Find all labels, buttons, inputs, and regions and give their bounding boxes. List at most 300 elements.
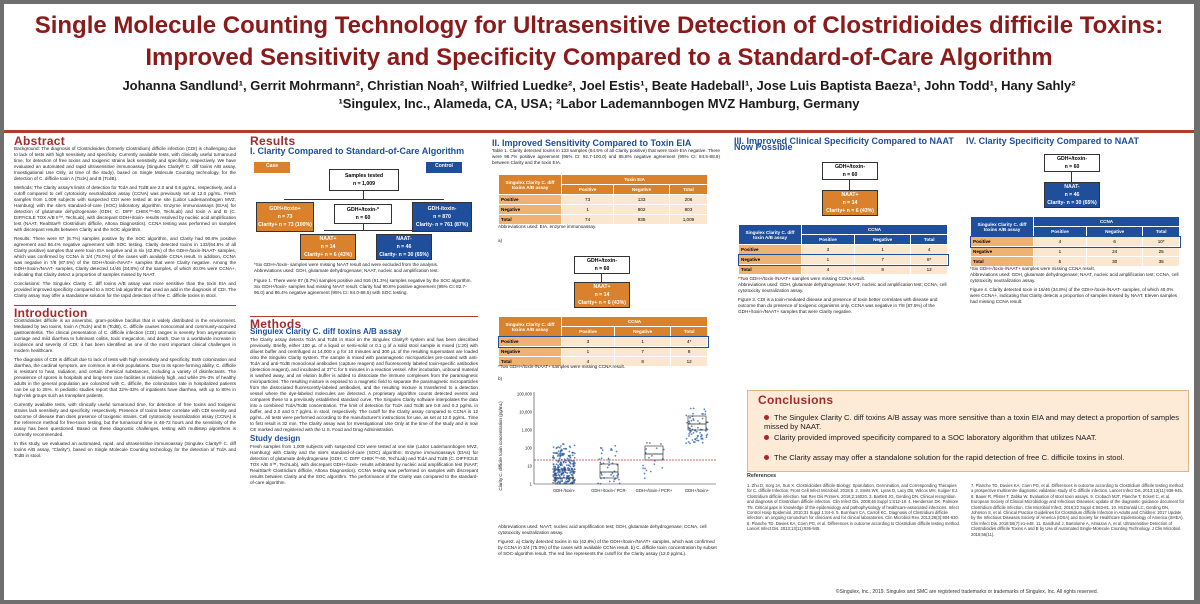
figure1-notes [254, 262, 476, 296]
boxplot-point [607, 467, 609, 469]
conclusion-text: The Clarity assay may offer a standalone solution for the rapid detection of free C. difficile toxins in stool. [774, 453, 1125, 462]
box-label: GDH-/toxin- [427, 206, 457, 212]
boxplot-point [688, 441, 690, 443]
boxplot-point [556, 463, 558, 465]
boxplot-point [701, 435, 703, 437]
table2-col: Negative [614, 327, 670, 337]
box-label: NAAT+ [319, 236, 337, 242]
boxplot-point [692, 413, 694, 415]
table3-col: Positive [802, 235, 855, 245]
boxplot-point [649, 442, 651, 444]
boxplot-point [688, 433, 690, 435]
abstract-background: Background: The diagnosis of Clostridioides (formerly Clostridium) difficile infection (CDI) is challenging due to lack of tests with high sensitivity and specificity. Currently available tests, with clinically useful turnaround time, for detection of free toxins and toxigenic strains lack sensitivity and specificity, respectively. We have evaluated an automated and rapid ultrasensitive immunoassay (Singulex Clarity® C. diff toxins A/B assay, Investigational Use Only, at time of the study), based on Single Molecule Counting technology, for the detection of C. difficile toxin A (TcdA) and B (TcdB). [14, 146, 236, 181]
connector [1071, 172, 1072, 182]
case-tag: Case [254, 162, 290, 173]
cell: 1 [802, 255, 855, 265]
abstract-results: Results: There were 87 (8.7%) samples positive by the SOC algorithm, and Clarity had 90.8% positive agreement and 86.4% negative agreement with SOC testing. Clarity detected toxins in 133/(64.5% of all Clarity positive) samples that were toxin EIA negative and in six (42.8%) of the GDH+/toxin-/NAAT- samples, which was confirmed by CCNA in 3/4 (75.0%) of the cases with available CCNA result. In addition, CCNA was negative in 7/8 (87.5%) of the GDH+/toxin-/NAAT+ samples that were Clarity negative. Among the GDH+/toxin-/NAAT- samples, Clarity detected 14/46 (34.8%) of the samples, of which 40.0% were CCNA+, indicating that Clarity detect a proportion of samples missed by NAAT. [14, 236, 236, 277]
boxplot-point [689, 442, 691, 444]
boxplot-point [574, 479, 576, 481]
cell: 12 [671, 357, 708, 367]
boxplot-point [567, 472, 569, 474]
boxplot-point [692, 418, 694, 420]
intro-paragraph-3: Currently available tests, with clinically useful turnaround time, for detection of free toxins and toxigenic strains lack sensitivity and specificity, respectively. Presence of toxins better correlate with CDI severity and outcome of disease than does presence of toxigenic strains. Cell cytotoxicity neutralization assay (CCNA) is the reference method for free-toxin testing, but the turnaround time is 48-72 hours and the sensitivity of the assay has been questioned. Based on these diagnostic challenges, testing with multistep algorithms is currently recommended. [14, 402, 236, 437]
conclusion-item [764, 413, 1188, 431]
intro-paragraph-2: The diagnosis of CDI is difficult due to lack of tests with high sensitivity and specificity. Both colonization and diarrhea, the cardinal symptom, are common in at-risk populations. Due to its spore-forming ability, C. difficile is resistant to heat, radiation, and certain chemical substances, including a variety of disinfectants. The prevalence of spores in hospitals and long-term care facilities is relatively high, and while 2%-3% of healthy adults in the general population are colonized with C. difficile, the colonization rate in hospitalized patients can be up to 25%. In pediatric studies report that 32%-33% of inpatients have diarrhea, with up to 80% in high-risk groups such as transplant patients. [14, 357, 236, 398]
table1-col: Positive [562, 185, 614, 195]
boxplot-point [689, 430, 691, 432]
cell: 1 [1034, 247, 1087, 257]
cell: 3 [562, 337, 615, 347]
boxplot-xlabel: GDH+/toxin-/ PCR+ [635, 488, 673, 493]
cell: 35 [1143, 257, 1180, 267]
cell: 10* [1143, 237, 1180, 247]
boxplot-point [610, 474, 612, 476]
cell: 802 [614, 205, 670, 215]
box-label: NAAT- [396, 236, 412, 242]
box-count: n = 60 [355, 215, 371, 221]
results-section-1-heading: I. Clarity Compared to Standard-of-Care Algorithm [250, 146, 465, 156]
boxplot-point [554, 468, 556, 470]
boxplot-point [697, 420, 699, 422]
table-row [971, 257, 1180, 267]
abstract-methods: Methods: The Clarity assay's limits of detection for TcdA and TcdB are 2.0 and 0.6 pg/mL, respectively, and a cutoff compared to cell cytotoxicity neutralization assay (CCNA) was previously set at 12.0 pg/mL. Fresh samples from 1,009 subjects with suspected CDI were tested at one site (Labor Lademannbogen MVZ, Hamburg) with the site's standard-of-care (SOC) laboratory algorithm. Enzyme immunoassays (EIAs) for detection of glutamate dehydrogenase (GDH; C. DIFF CHEK™-60, TechLab) and toxin A and B (C. DIFFICILE TOX A/B II™, TechLab), with discrepant GDH+/toxin- results resolved by nucleic acid amplification test (NAAT, RealStar® Clostridium difficile, Altona Diagnostics). CCNA testing was performed on samples with discrepant results between Clarity and the SOC algorithm. [14, 185, 236, 232]
samples-tested-label: Samples tested [344, 173, 384, 179]
cell: 3 [802, 245, 855, 255]
table-row [499, 205, 708, 215]
boxplot-point [618, 479, 620, 481]
header-divider [4, 130, 1194, 133]
boxplot-point [601, 452, 603, 454]
boxplot-point [561, 464, 563, 466]
boxplot-point [557, 481, 559, 483]
boxplot-point [600, 472, 602, 474]
gdh-neg-tox-neg-box [412, 202, 472, 232]
table-row [499, 215, 708, 225]
boxplot-point [691, 420, 693, 422]
boxplot-point [601, 457, 603, 459]
row-label: Total [739, 265, 802, 275]
boxplot-point [574, 468, 576, 470]
table-row [971, 237, 1180, 247]
cell: 24 [1086, 247, 1142, 257]
boxplot-point [608, 464, 610, 466]
boxplot-point [570, 474, 572, 476]
boxplot-ytick: 1,000 [521, 427, 532, 433]
boxplot-point [569, 478, 571, 480]
connector [601, 274, 602, 282]
table-2 [498, 316, 708, 367]
row-label: Positive [739, 245, 802, 255]
table1-group: Toxin EIA [562, 175, 708, 185]
table-row [739, 265, 948, 275]
table3-note: *Two GDH+/toxin-/NAAT+ samples were missing CCNA result. [738, 276, 866, 281]
naat-pos-box [300, 234, 356, 260]
boxplot-point [656, 447, 658, 449]
figure4-caption: Figure 4. Clarity detected toxin in 16/46 (34.8%) of the GDH+/toxin-/NAAT- samples, of which 40.0% were CCNA+, indicating that Clarity detects a proportion of samples missed by NAAT. Eleven samples had missing CCNA result. [970, 287, 1178, 304]
box-label: NAAT- [1064, 184, 1080, 190]
cell: 8* [911, 255, 948, 265]
boxplot-point [567, 458, 569, 460]
table-row [739, 255, 948, 265]
boxplot-point [559, 458, 561, 460]
cell: 7 [614, 347, 670, 357]
row-label: Negative [971, 247, 1034, 257]
conclusion-item [764, 433, 1097, 442]
naat-pos-box-a [574, 282, 630, 308]
row-label: Negative [499, 347, 562, 357]
boxplot-point [563, 474, 565, 476]
boxplot-point [706, 436, 708, 438]
boxplot-point [691, 433, 693, 435]
cell: 6 [1086, 237, 1142, 247]
boxplot-point [564, 468, 566, 470]
control-tag: Control [426, 162, 462, 173]
table3-rowlabel: Singulex Clarity C. diff toxin A/B assay [739, 225, 802, 245]
boxplot-point [616, 451, 618, 453]
boxplot-point [613, 481, 615, 483]
samples-tested-n: n = 1,009 [352, 181, 376, 187]
cell: 206 [669, 195, 707, 205]
bullet-icon [764, 435, 769, 440]
poster-title-line1: Single Molecule Counting Technology for Ultrasensitive Detection of Clostridioides difficile Toxins: [34, 12, 1164, 39]
box-count: n = 60 [842, 172, 858, 178]
boxplot-point [552, 457, 554, 459]
boxplot-point [706, 435, 708, 437]
boxplot-point [555, 452, 557, 454]
boxplot-point [691, 425, 693, 427]
study-design-heading: Study design [250, 434, 301, 443]
boxplot-point [645, 448, 647, 450]
boxplot-point [646, 442, 648, 444]
figure3-notes [738, 276, 950, 315]
figure2-notes [498, 524, 720, 557]
box-count: n = 14 [842, 200, 858, 206]
figure1-abbreviations: Abbreviations used: GDH, glutamate dehydrogenase; NAAT, nucleic acid amplification test. [254, 268, 439, 273]
table2-col: Total [671, 327, 708, 337]
table4-col: Positive [1034, 227, 1087, 237]
boxplot-point [557, 470, 559, 472]
boxplot-point [696, 437, 698, 439]
table1-caption: Table 1. Clarity detected toxins in 133 samples (64.5% of all Clarity positive) that were toxin-EIA negative. There were 98.7% positive agreement (95% CI: 92.7-100.0) and 85.8% negative agreement (95% CI: 84.5-88.9) between Clarity and the toxin EIA. [492, 148, 720, 165]
boxplot-point [559, 471, 561, 473]
boxplot-point [567, 476, 569, 478]
table4-group: CCNA [1034, 217, 1180, 227]
boxplot-point [559, 455, 561, 457]
methods-paragraph-2: Fresh samples from 1,009 subjects with suspected CDI were tested at one site (Labor Lademannbogen MVZ, Hamburg) with Clarity and the site's standard-of-care (SOC) algorithm: Enzyme immunoassays (EIAs) for detection of glutamate dehydrogenase (GDH; C. DIFF CHEK™-60, TechLab) and TcdA and TcdB (C. DIFFICILE TOX A/B II™, TechLab), with discrepant GDH+/toxin- results arbitrated by nucleic acid amplification test (NAAT; RealStar® Clostridium difficile, Altona Diagnostics). CCNA testing was performed on samples with discrepant results between Clarity and the SOC algorithm. The performance of the Clarity was compared to the standard-of-care algorithm. [250, 444, 478, 485]
boxplot-point [563, 482, 565, 484]
abstract-conclusions: Conclusions: The Singulex Clarity C. diff toxins A/B assay was more sensitive than the toxin EIA and provided improved specificity compared to a SOC lab algorithm that used an add in the diagnosis of CDI. The Clarity assay may offer a standalone solution for the rapid detection of free C. difficile toxins in stool. [14, 281, 236, 298]
conclusions-box [747, 390, 1189, 472]
cell: 4 [1034, 237, 1087, 247]
cell: 74 [562, 215, 614, 225]
boxplot-point [561, 463, 563, 465]
boxplot-point [660, 443, 662, 445]
boxplot-point [557, 472, 559, 474]
table4-col: Total [1143, 227, 1180, 237]
connector [363, 191, 364, 199]
boxplot-point [693, 441, 695, 443]
boxplot-point [559, 463, 561, 465]
boxplot-point [608, 461, 610, 463]
affiliations: ¹Singulex, Inc., Alameda, CA, USA; ²Labor Lademannbogen MVZ Hamburg, Germany [338, 96, 860, 111]
boxplot-point [571, 452, 573, 454]
boxplot-xlabel: GDH-/toxin- [552, 488, 576, 493]
boxplot-point [574, 444, 576, 446]
boxplot-point [556, 479, 558, 481]
table2-rowlabel: Singulex Clarity C. diff toxins A/B assay [499, 317, 562, 337]
naat-neg-box-c5 [1044, 182, 1100, 208]
references-right: 7. Planche TD, Davies KA, Coen PG, et al. Differences in outcome according to Clostridium difficile testing method: a prospective multicentre diagnostic validation study of C difficile infection. Lancet Infect Dis. 2013;13(11):936-945. 8. Bauer R, Pfister T, Zabka W. Evaluation of stool toxin assays. 9. Crobach MJT, Planche T, Eckert C, et al. European Society of Clinical Microbiology and Infectious Diseases: update of the diagnostic guidance document for Clostridium difficile infection. Clin Microbiol Infect. 2016;22 Suppl 4:S63-81. 10. McDonald LC, Gerding DN, Johnson S, et al. Clinical Practice Guidelines for Clostridium difficile Infection in Adults and Children: 2017 Update by the Infectious Diseases Society of America (IDSA) and Society for Healthcare Epidemiology of America (SHEA). Clin Infect Dis. 2018;66(7):e1-e48. 11. Sandlund J, Bartolome A, Almazan A, et al. Ultrasensitive Detection of Clostridioides difficile Toxins A and B by Use of Automated Single-Molecule Counting Technology. J Clin Microbiol. 2018;56(11). [971, 483, 1185, 537]
boxplot-point [685, 442, 687, 444]
boxplot-point [552, 476, 554, 478]
table-row [971, 247, 1180, 257]
boxplot-point [570, 471, 572, 473]
boxplot-point [570, 457, 572, 459]
table2-col: Positive [562, 327, 615, 337]
boxplot-point [574, 457, 576, 459]
methods-heading: Methods [250, 317, 302, 331]
section-4-heading: IV. Clarity Specificity Compared to NAAT [966, 136, 1140, 146]
cell: 7 [854, 255, 910, 265]
figure4-notes [970, 266, 1182, 305]
box-clarity: Clarity+ n = 6 (43%) [304, 252, 352, 258]
boxplot-point [553, 464, 555, 466]
boxplot-point [690, 408, 692, 410]
boxplot-point [686, 422, 688, 424]
box-clarity: Clarity+ n = 73 (100%) [258, 222, 312, 228]
table1-col: Total [669, 185, 707, 195]
section-3-heading: III. Improved Clinical Specificity Compared to NAAT Now Possible [734, 136, 954, 152]
gdh-pos-tox-neg-box [334, 204, 392, 224]
boxplot-point [558, 450, 560, 452]
references-heading: References [747, 473, 777, 479]
boxplot-ylabel: Clarity C. difficile toxin concentration (pg/mL) [498, 401, 503, 491]
boxplot-point [702, 442, 704, 444]
introduction-heading: Introduction [14, 306, 88, 320]
cell: 4* [671, 337, 708, 347]
section-2-heading: II. Improved Sensitivity Compared to Toxin EIA [492, 138, 692, 148]
boxplot-ytick: 1 [529, 481, 532, 487]
row-label: Negative [499, 205, 562, 215]
boxplot-point [697, 435, 699, 437]
boxplot-point [599, 462, 601, 464]
boxplot-point [574, 452, 576, 454]
boxplot-point [563, 461, 565, 463]
cell: 1 [854, 245, 910, 255]
toxin-concentration-boxplot [494, 384, 724, 504]
naat-neg-box [376, 234, 432, 260]
boxplot-point [613, 475, 615, 477]
results-heading: Results [250, 134, 296, 148]
table-4 [970, 216, 1180, 267]
boxplot-point [559, 475, 561, 477]
boxplot-point [574, 462, 576, 464]
boxplot-point [554, 452, 556, 454]
boxplot-point [707, 429, 709, 431]
gdh-pos-tox-neg-box-a [574, 256, 630, 274]
boxplot-point [707, 421, 709, 423]
boxplot-point [568, 455, 570, 457]
box-count: n = 60 [594, 266, 610, 272]
boxplot-point [602, 449, 604, 451]
cell: 1,009 [669, 215, 707, 225]
boxplot-point [560, 480, 562, 482]
references [747, 473, 1187, 537]
boxplot-point [554, 465, 556, 467]
boxplot-point [692, 439, 694, 441]
boxplot-point [565, 472, 567, 474]
boxplot-point [701, 437, 703, 439]
boxplot-ytick: 10,000 [519, 409, 532, 415]
authors: Johanna Sandlund¹, Gerrit Mohrmann², Christian Noah², Wilfried Luedke², Joel Estis¹, Beate Hadeball¹, Jose Luis Baptista Baeza¹, John Todd¹, Hany Sahly² [122, 78, 1076, 93]
boxplot-point [558, 473, 560, 475]
boxplot-point [601, 474, 603, 476]
boxplot-point [644, 473, 646, 475]
box-count: n = 60 [1064, 164, 1080, 170]
boxplot-box [645, 446, 663, 460]
cell: 133 [614, 195, 670, 205]
boxplot-point [648, 457, 650, 459]
boxplot-point [696, 431, 698, 433]
boxplot-point [611, 449, 613, 451]
boxplot-point [696, 440, 698, 442]
cell: 8 [854, 265, 910, 275]
boxplot-point [557, 464, 559, 466]
boxplot-point [568, 464, 570, 466]
cell: 1 [562, 347, 615, 357]
table-1 [498, 174, 708, 225]
gdh-pos-tox-neg-box-c5 [1044, 154, 1100, 172]
bullet-icon [764, 415, 769, 420]
methods-sub1-heading: Singulex Clarity C. diff toxins A/B assay [250, 327, 402, 336]
boxplot-point [694, 439, 696, 441]
boxplot-ytick: 100 [525, 445, 532, 451]
cell: 8 [671, 347, 708, 357]
boxplot-point [644, 477, 646, 479]
connector [849, 180, 850, 190]
conclusions-heading: Conclusions [758, 393, 834, 407]
conclusion-text: Clarity provided improved specificity compared to a SOC laboratory algorithm that utilizes NAAT. [774, 433, 1097, 442]
boxplot-point [642, 465, 644, 467]
boxplot-point [572, 454, 574, 456]
table1-abbreviations: Abbreviations used: EIA, enzyme immunoassay. [498, 224, 597, 229]
boxplot-xlabel: GDH+/toxin+ [684, 488, 710, 493]
box-label: GDH+/toxin-* [346, 207, 380, 213]
boxplot-point [692, 415, 694, 417]
box-count: n = 870 [433, 214, 451, 220]
row-label: Positive [499, 195, 562, 205]
boxplot-point [688, 435, 690, 437]
boxplot-point [563, 453, 565, 455]
table4-abbreviations: Abbreviations used: GDH, glutamate dehydrogenase; NAAT, nucleic acid amplification test; CCNA, cell cytotoxicity neutralization assay. [970, 272, 1179, 283]
box-label: GDH+/toxin- [1056, 156, 1088, 162]
poster-header [4, 4, 1194, 128]
connector [284, 199, 444, 200]
box-count: n = 14 [594, 292, 610, 298]
boxplot-point [651, 455, 653, 457]
table4-col: Negative [1086, 227, 1142, 237]
conclusion-text: The Singulex Clarity C. diff toxins A/B assay was more sensitive than a toxin EIA and may detect a proportion of samples missed by NAAT. [764, 413, 1180, 431]
table3-group: CCNA [802, 225, 948, 235]
cell: 12 [911, 265, 948, 275]
boxplot-point [653, 463, 655, 465]
boxplot-point [608, 458, 610, 460]
boxplot-point [561, 478, 563, 480]
boxplot-point [557, 455, 559, 457]
conclusion-item [764, 453, 1124, 462]
boxplot-point [572, 463, 574, 465]
boxplot-point [556, 475, 558, 477]
cell: 935 [614, 215, 670, 225]
boxplot-point [685, 415, 687, 417]
box-clarity: Clarity- n = 30 (65%) [1047, 200, 1097, 206]
boxplot-point [644, 468, 646, 470]
poster [4, 4, 1194, 600]
boxplot-point [686, 438, 688, 440]
cell: 1 [562, 205, 614, 215]
table3-abbreviations: Abbreviations used: GDH, glutamate dehydrogenase; NAAT, nucleic acid amplification test; CCNA, cell cytotoxicity neutralization assay. [738, 282, 947, 293]
figure2-abbreviations: Abbreviations used: NAAT, nucleic acid amplification test; GDH, glutamate dehydrogenase; CCNA, cell cytotoxicity neutralization assay. [498, 524, 707, 535]
cell: 73 [562, 195, 614, 205]
boxplot-point [570, 463, 572, 465]
boxplot-point [646, 470, 648, 472]
row-label: Positive [971, 237, 1034, 247]
boxplot-point [559, 482, 561, 484]
boxplot-point [560, 445, 562, 447]
intro-paragraph-4: In this study, we evaluated an automated, rapid, and ultrasensitive immunoassay (Singulex Clarity® C. diff toxins A/B assay, "Clarity"), based on Single Molecule Counting technology for the detection of TcdA and TcdB in stool. [14, 441, 236, 458]
box-count: n = 73 [277, 214, 293, 220]
boxplot-point [561, 480, 563, 482]
figure2-caption: Figure2. a) Clarity detected toxins in six (42.8%) of the GDH+/toxin-/NAAT+ samples, which was confirmed by CCNA in 3/4 (75.0%) of the cases with available CCNA result. b) C. difficile toxin concentration by subset of SOC-algorithm result. The red line represents the cutoff for the Clarity assay (12.0 pg/mL). [498, 539, 717, 556]
table3-col: Negative [854, 235, 910, 245]
table1-col: Negative [614, 185, 670, 195]
samples-tested-box [329, 169, 399, 191]
boxplot-point [565, 448, 567, 450]
panel-a-label: a) [498, 238, 503, 243]
column-abstract-intro [14, 134, 236, 596]
boxplot-point [552, 482, 554, 484]
boxplot-point [568, 451, 570, 453]
box-clarity: Clarity- n = 761 (87%) [415, 222, 469, 228]
methods-block [250, 310, 478, 596]
table2-note: *Two GDH+/toxin-/NAAT+ samples were missing CCNA result. [498, 364, 626, 369]
cell: 30 [1086, 257, 1142, 267]
table3-col: Total [911, 235, 948, 245]
gdh-pos-tox-pos-box [256, 202, 314, 232]
methods-paragraph-1: The Clarity assay detects TcdA and TcdB in stool on the Singulex Clarity® system and has been described previously. Briefly, either 100 μL of a liquid or semi-solid or 0.1 g of a solid stool sample is mixed (1:20) with diluent buffer and centrifuged at 14,000 x g for 10 minutes and 300 μL of the resulting supernatant are loaded onto the Singulex Clarity system. The sample is mixed with paramagnetic microparticles pre-coated with anti-TcdA and anti-TcdB monoclonal antibodies (capture reagent) and fluorescently labeled toxin-specific antibodies (detection reagent), and incubated at 37°C for 5 minutes in a reaction vessel. After incubation, unbound material is washed away, and an elution buffer is added to dissociate the immune complexes from the paramagnetic microparticles. The resulting mixture is exposed to a magnetic field to separate the paramagnetic microparticles from the dissociated fluorescently-labeled antibodies, and the resulting mixture is transferred to a detection vessel where the dye-labeled molecules are detected. A proprietary algorithm counts detected events and compares these to a previously established standard curve. The Singulex Clarity software interpolates the data into a combined TcdA/TcdB concentration. The limit of detection for TcdA and TcdB are 0.8 and 0.3 pg/mL in buffer, and 2.0 and 0.7 pg/mL in stool, respectively. The cutoff for the Clarity assay compared to CCNA is 12 pg/mL. All tests were performed according to the manufacturer's instructions for use, as set at 12.0 pg/mL. Time to first result is 32 min. The Clarity assay was for Investigational Use Only at the time of the study and is now CE marked and registered with the U.S. Food and Drug Administration. [250, 337, 478, 432]
boxplot-point [642, 467, 644, 469]
row-label: Negative [739, 255, 802, 265]
naat-pos-box-c4 [822, 190, 878, 216]
boxplot-ytick: 100,000 [516, 391, 532, 397]
box-label: GDH+/toxin- [834, 164, 866, 170]
cell: 4 [911, 245, 948, 255]
box-count: n = 14 [320, 244, 336, 250]
boxplot-point [567, 480, 569, 482]
boxplot-point [560, 450, 562, 452]
boxplot-point [568, 467, 570, 469]
boxplot-ytick: 10 [527, 463, 532, 469]
boxplot-point [702, 418, 704, 420]
boxplot-point [614, 445, 616, 447]
cell: 4 [562, 357, 615, 367]
figure1-footnote: *Six GDH+/toxin- samples were missing NAAT result and were excluded from the analysis. [254, 262, 439, 267]
table-row [499, 337, 708, 347]
abstract-heading: Abstract [14, 134, 66, 148]
boxplot-point [565, 462, 567, 464]
references-left: 1. Zhu D, Sorg JA, Sun X. Clostridioides difficile Biology: Sporulation, Germination, and Corresponding Therapies for C. difficile Infection. Front Cell Infect Microbiol. 2018;8. 2. Smits WK, Lyras D, Lacy DB, Wilcox MH, Kuijper EJ. Clostridium difficile infection. Nat Rev Dis Primers. 2016;2:16020. 3. Bartlett JG, Gerding DN. Clinical recognition and diagnosis of Clostridium difficile infection. Clin Infect Dis. 2008;46 Suppl 1:S12-18. 4. Henderson DK, Palmore TN. Critical gaps in knowledge of the epidemiology and pathophysiology of healthcare-associated infections. Infect Control Hosp Epidemiol. 2010;31 Suppl 1:S4-6. 5. Burnham CA, Carroll KC. Diagnosis of Clostridium difficile infection: an ongoing conundrum for clinicians and for clinical laboratories. Clin Microbiol Rev. 2013;26(3):604-630. 6. Planche TD, Davies KA, Coen PG, et al. Differences in outcome according to Clostridium difficile testing method. Lancet Infect Dis. 2013;13(11):936-945. [747, 483, 960, 532]
table-row [739, 245, 948, 255]
